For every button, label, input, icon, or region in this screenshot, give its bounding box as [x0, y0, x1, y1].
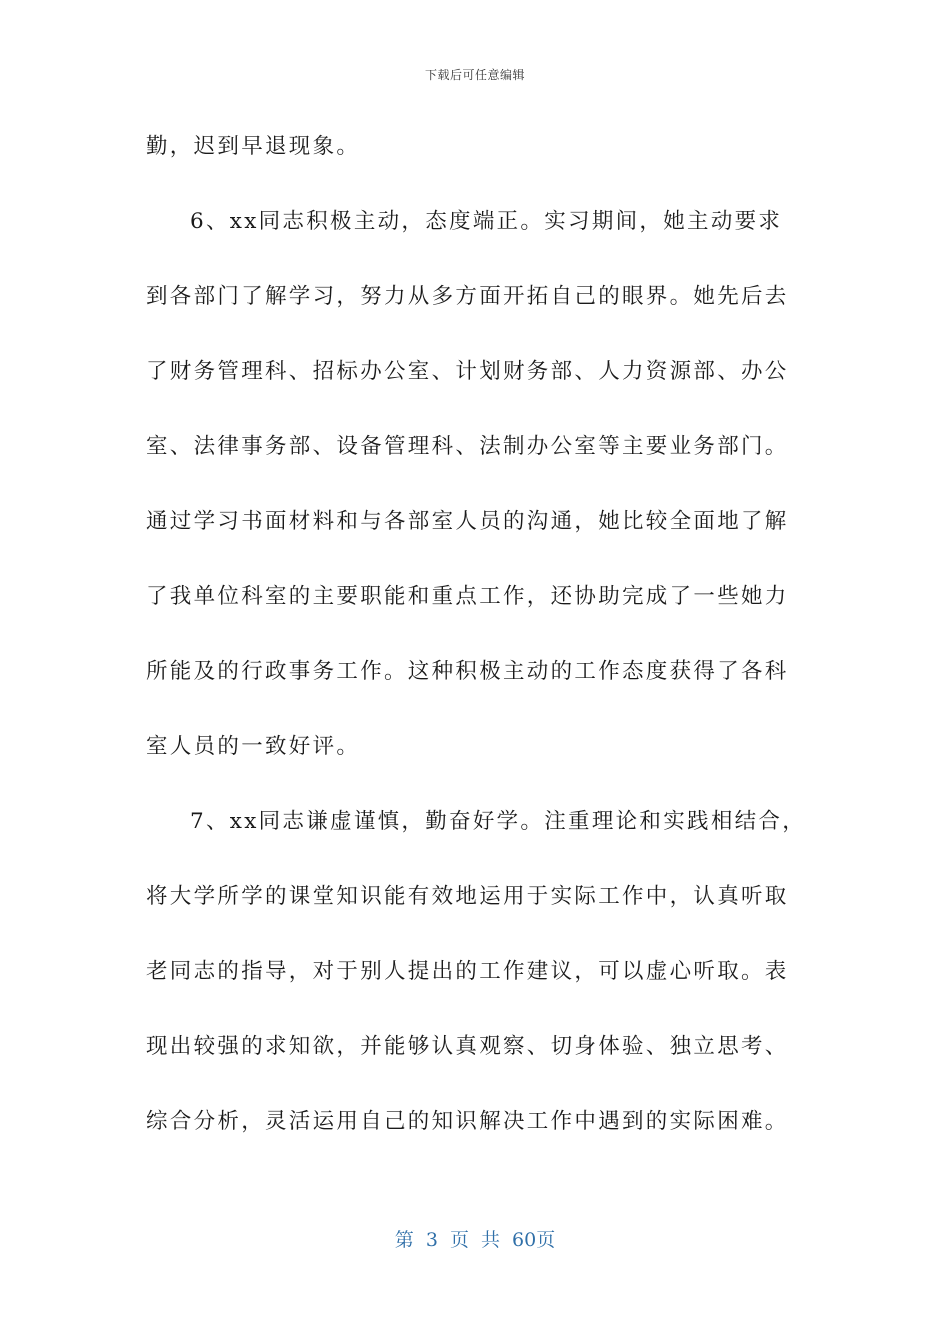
- text-line: 现出较强的求知欲，并能够认真观察、切身体验、独立思考、: [146, 1034, 789, 1059]
- text-line: 6、xx同志积极主动，态度端正。实习期间，她主动要求: [190, 209, 783, 234]
- page-header: 下载后可任意编辑: [424, 68, 525, 82]
- text-line: 将大学所学的课堂知识能有效地运用于实际工作中，认真听取: [146, 884, 789, 909]
- text-line: 通过学习书面材料和与各部室人员的沟通，她比较全面地了解: [146, 509, 789, 534]
- text-line: 室、法律事务部、设备管理科、法制办公室等主要业务部门。: [146, 434, 789, 459]
- text-line: 到各部门了解学习，努力从多方面开拓自己的眼界。她先后去: [146, 284, 789, 309]
- text-line: 室人员的一致好评。: [146, 734, 361, 759]
- text-line: 7、xx同志谦虚谨慎，勤奋好学。注重理论和实践相结合，: [190, 809, 807, 834]
- text-line: 综合分析，灵活运用自己的知识解决工作中遇到的实际困难。: [146, 1109, 789, 1134]
- page-number: 第 3 页 共 60页: [394, 1229, 556, 1251]
- text-line: 了我单位科室的主要职能和重点工作，还协助完成了一些她力: [146, 584, 789, 609]
- text-line: 了财务管理科、招标办公室、计划财务部、人力资源部、办公: [146, 359, 789, 384]
- document-body: [146, 124, 806, 1174]
- text-line: 所能及的行政事务工作。这种积极主动的工作态度获得了各科: [146, 659, 789, 684]
- text-line: 勤，迟到早退现象。: [146, 134, 361, 159]
- text-line: 老同志的指导，对于别人提出的工作建议，可以虚心听取。表: [146, 959, 789, 984]
